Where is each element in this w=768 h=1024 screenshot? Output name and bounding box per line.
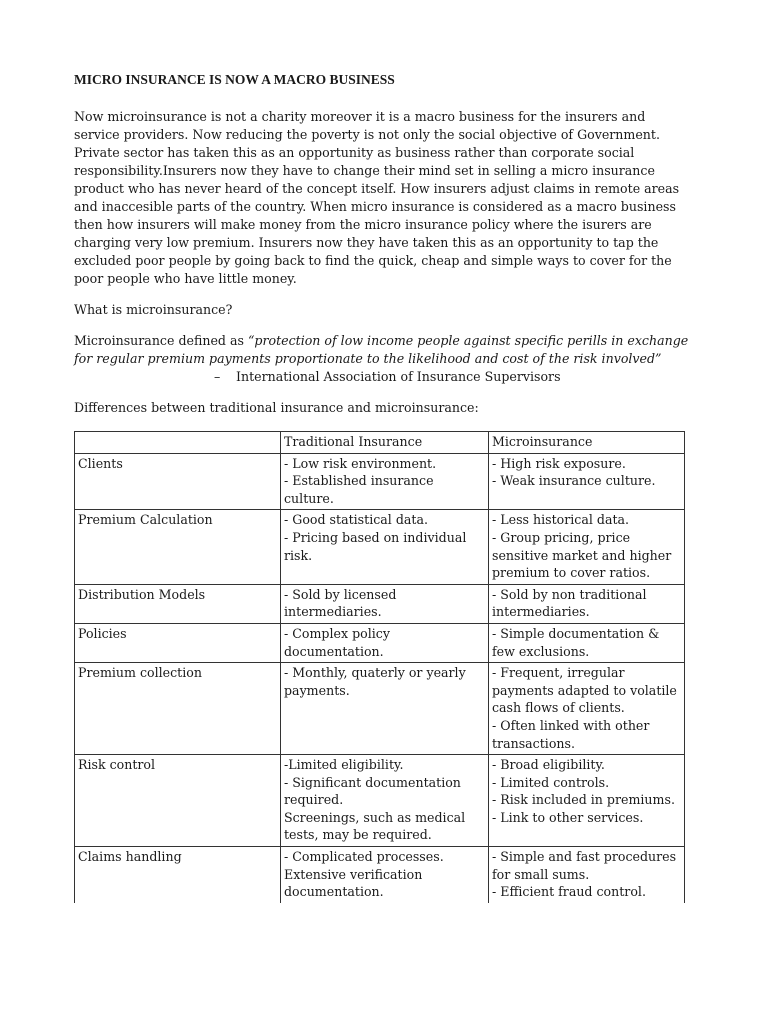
row-label-cell: Premium Calculation <box>75 510 281 584</box>
micro-cell <box>489 623 685 662</box>
traditional-cell <box>281 663 489 755</box>
table-row <box>75 453 685 510</box>
row-label-cell: Risk control <box>75 755 281 847</box>
table-intro: Differences between traditional insurance and microinsurance: <box>74 400 479 415</box>
micro-cell-line: - Often linked with other transactions. <box>492 717 650 751</box>
micro-cell-line: - Risk included in premiums. <box>492 792 675 808</box>
micro-cell-line: - Simple documentation & few exclusions. <box>492 625 660 659</box>
header-cell-blank <box>75 432 281 454</box>
comparison-table-wrap <box>74 431 684 903</box>
traditional-cell-line: - Significant documentation required. <box>284 774 461 808</box>
micro-cell <box>489 663 685 755</box>
micro-cell-line: - Efficient fraud control. <box>492 884 646 900</box>
micro-cell <box>489 847 685 903</box>
traditional-cell-line: Screenings, such as medical tests, may be required. <box>284 809 466 843</box>
table-row <box>75 510 685 584</box>
traditional-cell-line: - Low risk environment. <box>284 455 437 471</box>
definition-paragraph <box>74 332 694 368</box>
table-row <box>75 847 685 903</box>
micro-cell <box>489 510 685 584</box>
traditional-cell <box>281 584 489 623</box>
definition-attribution <box>214 368 694 386</box>
traditional-cell-line: - Pricing based on individual risk. <box>284 529 467 563</box>
question-heading: What is microinsurance? <box>74 302 233 317</box>
traditional-cell-line: Extensive verification documentation. <box>284 866 423 900</box>
micro-cell-line: - Broad eligibility. <box>492 757 605 773</box>
table-row <box>75 623 685 662</box>
row-label-cell: Claims handling <box>75 847 281 903</box>
traditional-cell-line: - Good statistical data. <box>284 512 428 528</box>
micro-cell-line: - Frequent, irregular payments adapted to volatile cash flows of clients. <box>492 665 677 716</box>
micro-cell-line: - Weak insurance culture. <box>492 473 656 489</box>
traditional-cell-line: -Limited eligibility. <box>284 757 404 773</box>
document-page <box>74 72 694 903</box>
micro-cell-line: - Simple and fast procedures for small sums. <box>492 849 677 882</box>
micro-cell-line: - Sold by non traditional intermediaries. <box>492 586 647 620</box>
traditional-cell <box>281 623 489 662</box>
micro-cell <box>489 755 685 847</box>
row-label-cell: Distribution Models <box>75 584 281 623</box>
traditional-cell-line: - Established insurance culture. <box>284 473 434 506</box>
attribution-source: International Association of Insurance Supervisors <box>236 369 561 384</box>
traditional-cell-line: - Sold by licensed intermediaries. <box>284 586 397 620</box>
document-title: MICRO INSURANCE IS NOW A MACRO BUSINESS <box>74 72 395 87</box>
micro-cell <box>489 584 685 623</box>
definition-quote: “protection of low income people against specific perills in exchange for regular premium payments proportionate to the likelihood and cost of the risk involved” <box>74 333 689 366</box>
traditional-cell-line: - Monthly, quaterly or yearly payments. <box>284 665 466 698</box>
row-label-cell: Policies <box>75 623 281 662</box>
header-cell-traditional: Traditional Insurance <box>281 432 489 454</box>
micro-cell-line: - Group pricing, price sensitive market and higher premium to cover ratios. <box>492 529 672 581</box>
header-cell-micro: Microinsurance <box>489 432 685 454</box>
traditional-cell <box>281 847 489 903</box>
row-label-cell: Premium collection <box>75 663 281 755</box>
traditional-cell <box>281 453 489 510</box>
table-body <box>75 453 685 903</box>
micro-cell-line: - Link to other services. <box>492 809 644 825</box>
micro-cell-line: - Less historical data. <box>492 512 630 528</box>
micro-cell <box>489 453 685 510</box>
micro-cell-line: - High risk exposure. <box>492 455 626 471</box>
row-label-cell: Clients <box>75 453 281 510</box>
traditional-cell-line: - Complicated processes. <box>284 849 444 865</box>
table-header-row <box>75 432 685 454</box>
table-row <box>75 755 685 847</box>
attribution-dash: – <box>214 369 221 384</box>
traditional-cell <box>281 510 489 584</box>
intro-paragraph: Now microinsurance is not a charity moreover it is a macro business for the insurers and service providers. Now reducing the poverty is not only the social objective of Government. Private sector has taken this as an opportunity as business rather than corporate social responsibility.Insurers now they have to change their mind set in selling a micro insurance product who has never heard of the concept itself. How insurers adjust claims in remote areas and inaccesible parts of the country. When micro insurance is considered as a macro business then how insurers will make money from the micro insurance policy where the isurers are charging very low premium. Insurers now they have taken this as an opportunity to tap the excluded poor people by going back to find the quick, cheap and simple ways to cover for the poor people who have little money. <box>74 109 680 286</box>
comparison-table <box>74 431 685 903</box>
table-row <box>75 584 685 623</box>
definition-lead: Microinsurance defined as <box>74 333 248 348</box>
micro-cell-line: - Limited controls. <box>492 774 610 790</box>
traditional-cell <box>281 755 489 847</box>
traditional-cell-line: - Complex policy documentation. <box>284 625 390 659</box>
table-row <box>75 663 685 755</box>
